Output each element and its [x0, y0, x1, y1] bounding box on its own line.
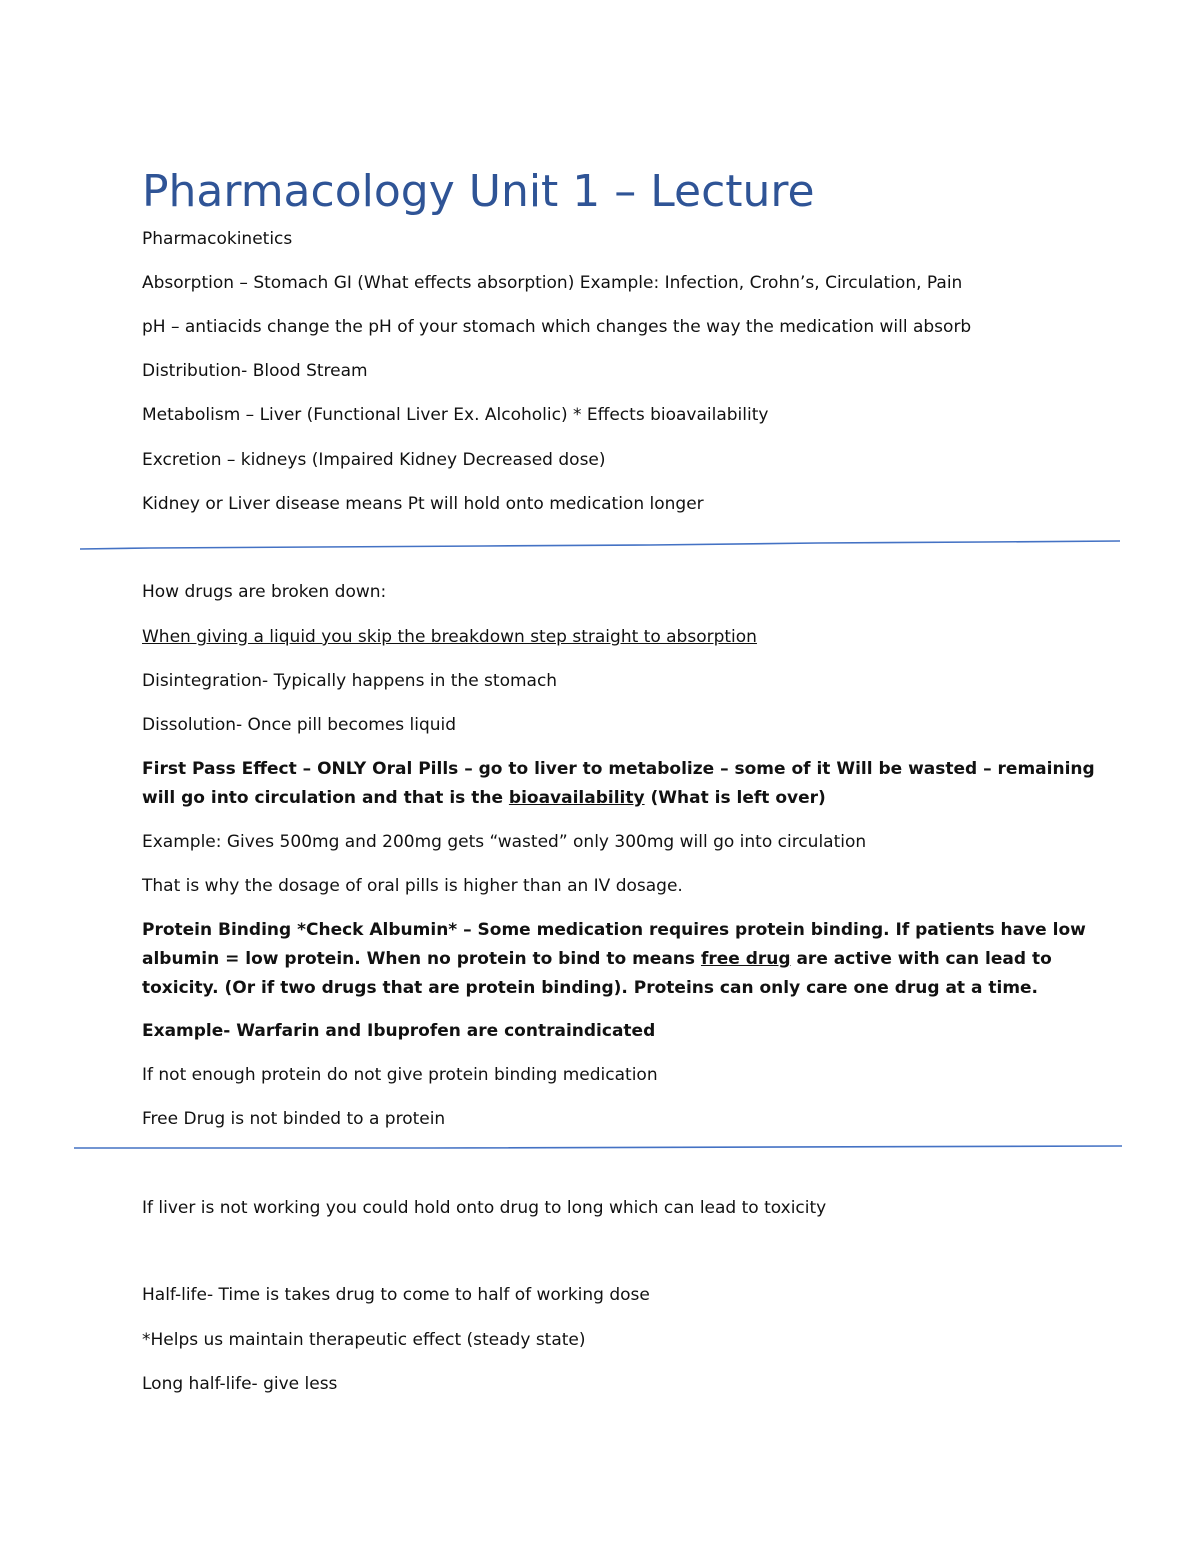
liver-toxicity-line: If liver is not working you could hold onto drug to long which can lead to toxicity — [142, 1198, 827, 1218]
absorption-line: Absorption – Stomach GI (What effects absorption) Example: Infection, Crohn’s, Circulation, Pain — [142, 273, 963, 293]
bioavailability-term: bioavailability — [508, 788, 645, 808]
first-pass-text-post: (What is left over) — [644, 788, 826, 808]
first-pass-line-2 — [142, 787, 826, 809]
first-pass-text-pre: will go into circulation and that is the — [142, 788, 509, 808]
protein-text-post: are active with can lead to — [790, 949, 1052, 969]
distribution-line: Distribution- Blood Stream — [142, 361, 368, 381]
metabolism-line: Metabolism – Liver (Functional Liver Ex. Alcoholic) * Effects bioavailability — [142, 405, 769, 425]
not-enough-protein-line: If not enough protein do not give protein binding medication — [142, 1065, 658, 1085]
free-drug-term: free drug — [700, 949, 791, 969]
warfarin-example-line: Example- Warfarin and Ibuprofen are contraindicated — [142, 1021, 656, 1041]
steady-state-line: *Helps us maintain therapeutic effect (steady state) — [142, 1330, 586, 1350]
ph-line: pH – antiacids change the pH of your stomach which changes the way the medication will absorb — [142, 317, 972, 337]
first-pass-line-1: First Pass Effect – ONLY Oral Pills – go to liver to metabolize – some of it Will be wasted – remaining — [142, 759, 1095, 779]
section-heading-breakdown: How drugs are broken down: — [142, 582, 387, 602]
protein-binding-line-1: Protein Binding *Check Albumin* – Some medication requires protein binding. If patients have low — [142, 920, 1086, 940]
protein-text-pre: albumin = low protein. When no protein to bind to means — [142, 949, 701, 969]
liquid-note-line: When giving a liquid you skip the breakdown step straight to absorption — [142, 627, 757, 647]
excretion-line: Excretion – kidneys (Impaired Kidney Decreased dose) — [142, 450, 606, 470]
section-divider — [78, 536, 1124, 552]
section-heading-pharmacokinetics: Pharmacokinetics — [142, 229, 293, 249]
protein-binding-line-3: toxicity. (Or if two drugs that are protein binding). Proteins can only care one drug at a time. — [142, 978, 1039, 998]
long-half-life-line: Long half-life- give less — [142, 1374, 338, 1394]
protein-binding-line-2 — [142, 948, 1052, 970]
iv-dosage-line: That is why the dosage of oral pills is higher than an IV dosage. — [142, 876, 683, 896]
section-divider — [72, 1140, 1126, 1154]
example-dose-line: Example: Gives 500mg and 200mg gets “wasted” only 300mg will go into circulation — [142, 832, 867, 852]
half-life-line: Half-life- Time is takes drug to come to half of working dose — [142, 1285, 650, 1305]
dissolution-line: Dissolution- Once pill becomes liquid — [142, 715, 457, 735]
disintegration-line: Disintegration- Typically happens in the stomach — [142, 671, 558, 691]
page-title: Pharmacology Unit 1 – Lecture — [142, 166, 815, 217]
free-drug-line: Free Drug is not binded to a protein — [142, 1109, 446, 1129]
kidney-liver-line: Kidney or Liver disease means Pt will hold onto medication longer — [142, 494, 704, 514]
